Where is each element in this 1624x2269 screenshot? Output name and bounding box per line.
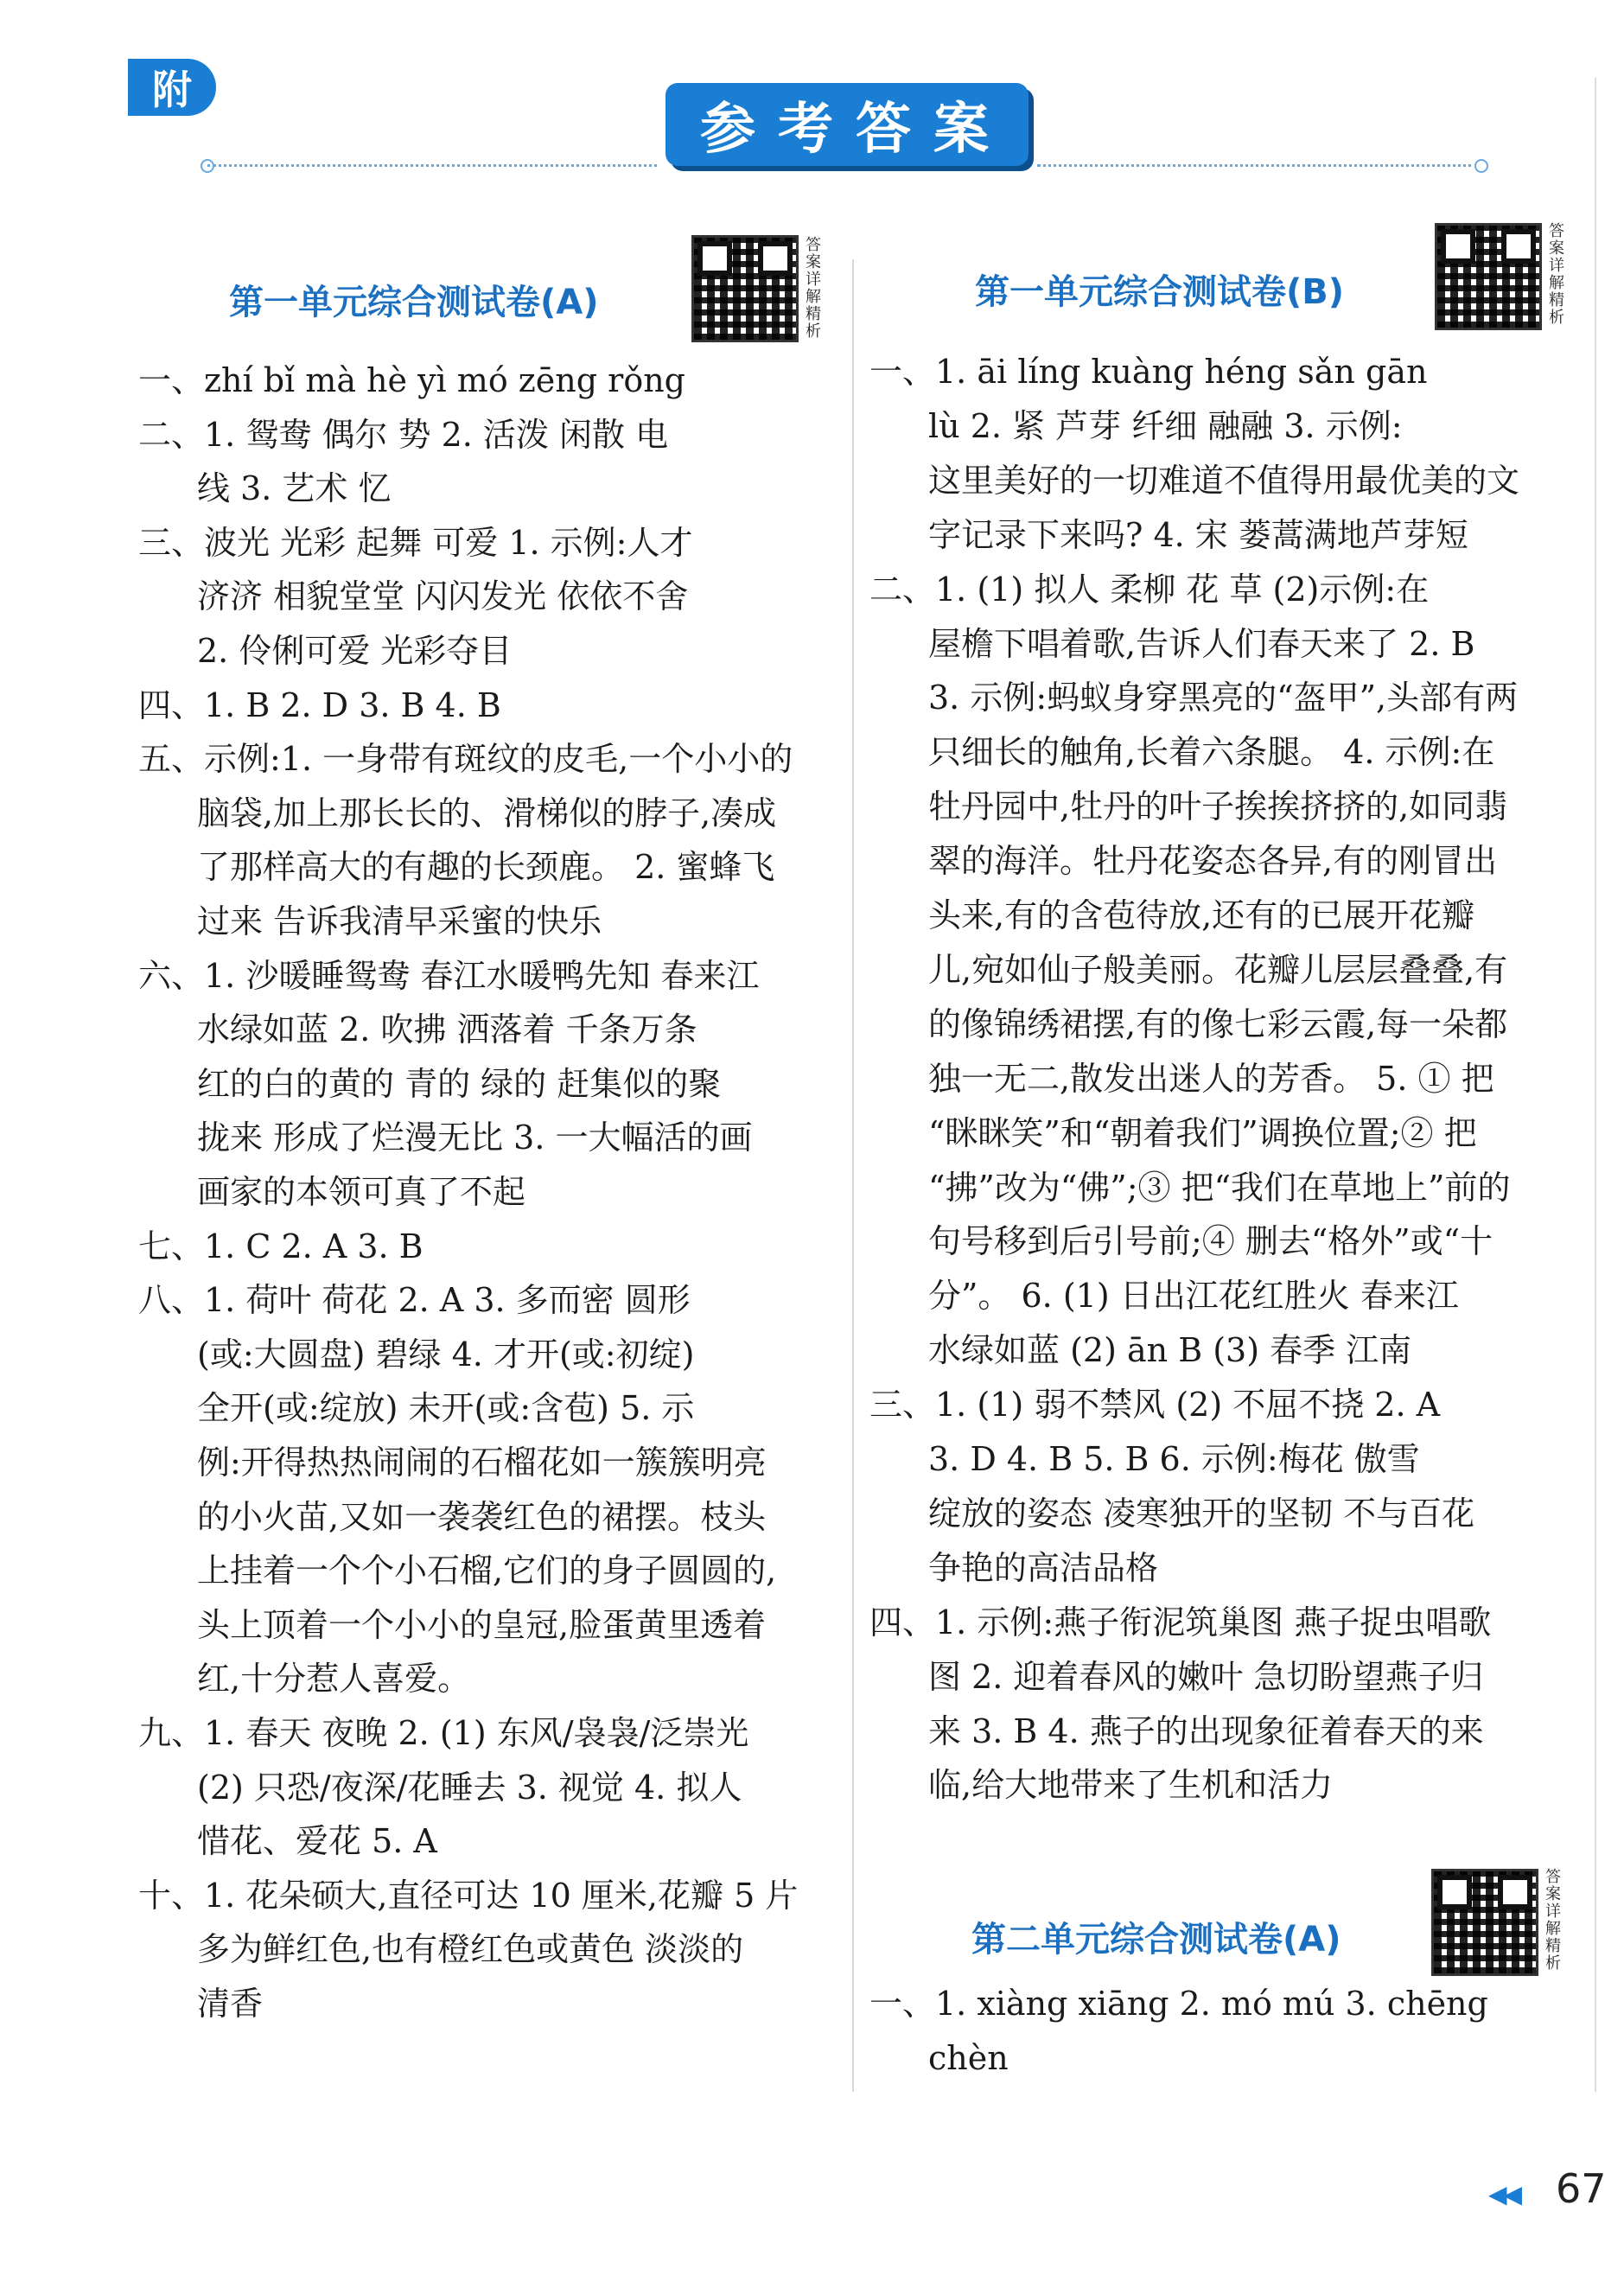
answer-line: 一、1. āi líng kuàng héng sǎn gān [869, 353, 1428, 391]
qr-code-icon[interactable] [1431, 1869, 1538, 1976]
answer-line: 九、1. 春天 夜晚 2. (1) 东风/袅袅/泛崇光 [138, 1714, 749, 1752]
answer-line: 绽放的姿态 凌寒独开的坚韧 不与百花 [928, 1494, 1475, 1533]
answer-line: 头来,有的含苞待放,还有的已展开花瓣 [928, 896, 1475, 934]
answer-line: 脑袋,加上那长长的、滑梯似的脖子,凑成 [197, 794, 777, 832]
answer-line: 五、示例:1. 一身带有斑纹的皮毛,一个小小的 [138, 740, 793, 779]
column-divider [852, 259, 854, 2092]
answer-line: 过来 告诉我清早采蜜的快乐 [197, 902, 602, 940]
answer-line: 争艳的高洁品格 [928, 1548, 1159, 1587]
answer-line: 这里美好的一切难道不值得用最优美的文 [928, 461, 1520, 500]
answer-line: “眯眯笑”和“朝着我们”调换位置;② 把 [928, 1113, 1477, 1152]
answer-line: 上挂着一个个小石榴,它们的身子圆圆的, [197, 1552, 777, 1590]
qr-code-icon[interactable] [691, 235, 799, 342]
answer-line: lù 2. 紧 芦芽 纤细 融融 3. 示例: [928, 406, 1403, 445]
answer-line: 清香 [197, 1985, 264, 2023]
qr-code-icon[interactable] [1435, 223, 1542, 330]
answer-line: 图 2. 迎着春风的嫩叶 急切盼望燕子归 [928, 1657, 1484, 1696]
answer-line: 了那样高大的有趣的长颈鹿。 2. 蜜蜂飞 [197, 848, 775, 887]
answer-line: 牡丹园中,牡丹的叶子挨挨挤挤的,如同翡 [928, 787, 1508, 826]
page-arrows-icon: ◀◀ [1488, 2180, 1519, 2208]
answer-line: 3. 示例:蚂蚁身穿黑亮的“盔甲”,头部有两 [928, 679, 1519, 717]
answer-line: 三、1. (1) 弱不禁风 (2) 不屈不挠 2. A [869, 1386, 1441, 1424]
qr-caption: 答案详解精析 [1549, 222, 1564, 327]
answer-line: “拂”改为“佛”;③ 把“我们在草地上”前的 [928, 1168, 1511, 1207]
answer-line: 线 3. 艺术 忆 [197, 469, 392, 508]
answer-line: (2) 只恐/夜深/花睡去 3. 视觉 4. 拟人 [197, 1768, 742, 1807]
answer-line: 红,十分惹人喜爱。 [197, 1660, 471, 1699]
qr-caption: 答案详解精析 [806, 236, 821, 341]
answer-line: 三、波光 光彩 起舞 可爱 1. 示例:人才 [138, 523, 693, 562]
answer-line: 四、1. 示例:燕子衔泥筑巢图 燕子捉虫唱歌 [869, 1603, 1492, 1641]
answer-line: 2. 伶俐可爱 光彩夺目 [197, 632, 513, 670]
answer-line: 头上顶着一个小小的皇冠,脸蛋黄里透着 [197, 1605, 767, 1644]
answer-line: 儿,宛如仙子般美丽。花瓣儿层层叠叠,有 [928, 950, 1508, 989]
answer-line: 六、1. 沙暖睡鸳鸯 春江水暖鸭先知 春来江 [138, 956, 760, 995]
answer-line: 水绿如蓝 2. 吹拂 洒落着 千条万条 [197, 1010, 697, 1049]
answer-line: 四、1. B 2. D 3. B 4. B [138, 685, 501, 724]
answer-line: 临,给大地带来了生机和活力 [928, 1766, 1334, 1805]
answer-line: 拢来 形成了烂漫无比 3. 一大幅活的画 [197, 1119, 753, 1157]
answer-line: 画家的本领可真了不起 [197, 1173, 526, 1211]
title-rule-right [1037, 164, 1478, 167]
appendix-tab: 附 [128, 59, 216, 116]
answer-line: 八、1. 荷叶 荷花 2. A 3. 多而密 圆形 [138, 1281, 691, 1320]
answer-line: 的小火苗,又如一袭袭红色的裙摆。枝头 [197, 1497, 767, 1536]
answer-line: 惜花、爱花 5. A [197, 1822, 437, 1861]
answer-line: 济济 相貌堂堂 闪闪发光 依依不舍 [197, 577, 689, 616]
answer-line: 翠的海洋。牡丹花姿态各异,有的刚冒出 [928, 842, 1498, 881]
answer-line: 多为鲜红色,也有橙红色或黄色 淡淡的 [197, 1930, 744, 1969]
answer-line: 七、1. C 2. A 3. B [138, 1227, 424, 1265]
answer-line: 一、1. xiàng xiāng 2. mó mú 3. chēng [869, 1985, 1488, 2023]
answer-line: 只细长的触角,长着六条腿。 4. 示例:在 [928, 733, 1495, 772]
answer-line: 的像锦绣裙摆,有的像七彩云霞,每一朵都 [928, 1004, 1508, 1043]
answer-line: 十、1. 花朵硕大,直径可达 10 厘米,花瓣 5 片 [138, 1876, 799, 1915]
answer-line: 水绿如蓝 (2) ān B (3) 春季 江南 [928, 1331, 1412, 1370]
section-title-unit2-a: 第二单元综合测试卷(A) [971, 1919, 1341, 1960]
answer-line: 3. D 4. B 5. B 6. 示例:梅花 傲雪 [928, 1440, 1420, 1478]
page-title: 参考答案 [666, 83, 1029, 166]
qr-caption: 答案详解精析 [1545, 1868, 1561, 1973]
answer-line: 屋檐下唱着歌,告诉人们春天来了 2. B [928, 624, 1475, 663]
answer-line: 一、zhí bǐ mà hè yì mó zēng rǒng [138, 361, 686, 399]
answer-line: 二、1. (1) 拟人 柔柳 花 草 (2)示例:在 [869, 570, 1430, 609]
answer-line: 红的白的黄的 青的 绿的 赶集似的聚 [197, 1064, 722, 1103]
section-title-unit1-b: 第一单元综合测试卷(B) [975, 271, 1345, 312]
answer-line: 分”。 6. (1) 日出江花红胜火 春来江 [928, 1277, 1459, 1316]
answer-line: 二、1. 鸳鸯 偶尔 势 2. 活泼 闲散 电 [138, 415, 669, 454]
section-title-unit1-a: 第一单元综合测试卷(A) [229, 282, 599, 322]
page-edge-rule [1595, 78, 1596, 2092]
answer-line: 来 3. B 4. 燕子的出现象征着春天的来 [928, 1711, 1484, 1750]
title-rule-left [207, 164, 657, 167]
answer-line: 独一无二,散发出迷人的芳香。 5. ① 把 [928, 1059, 1494, 1098]
answer-line: 例:开得热热闹闹的石榴花如一簇簇明亮 [197, 1444, 767, 1482]
answer-line: (或:大圆盘) 碧绿 4. 才开(或:初绽) [197, 1335, 695, 1374]
answer-line: 字记录下来吗? 4. 宋 蒌蒿满地芦芽短 [928, 515, 1468, 554]
answer-line: chèn [928, 2038, 1009, 2077]
title-rule-right-dot [1474, 159, 1488, 173]
answer-line: 句号移到后引号前;④ 删去“格外”或“十 [928, 1222, 1493, 1261]
page-number: 67 [1556, 2165, 1607, 2212]
answer-line: 全开(或:绽放) 未开(或:含苞) 5. 示 [197, 1389, 695, 1428]
